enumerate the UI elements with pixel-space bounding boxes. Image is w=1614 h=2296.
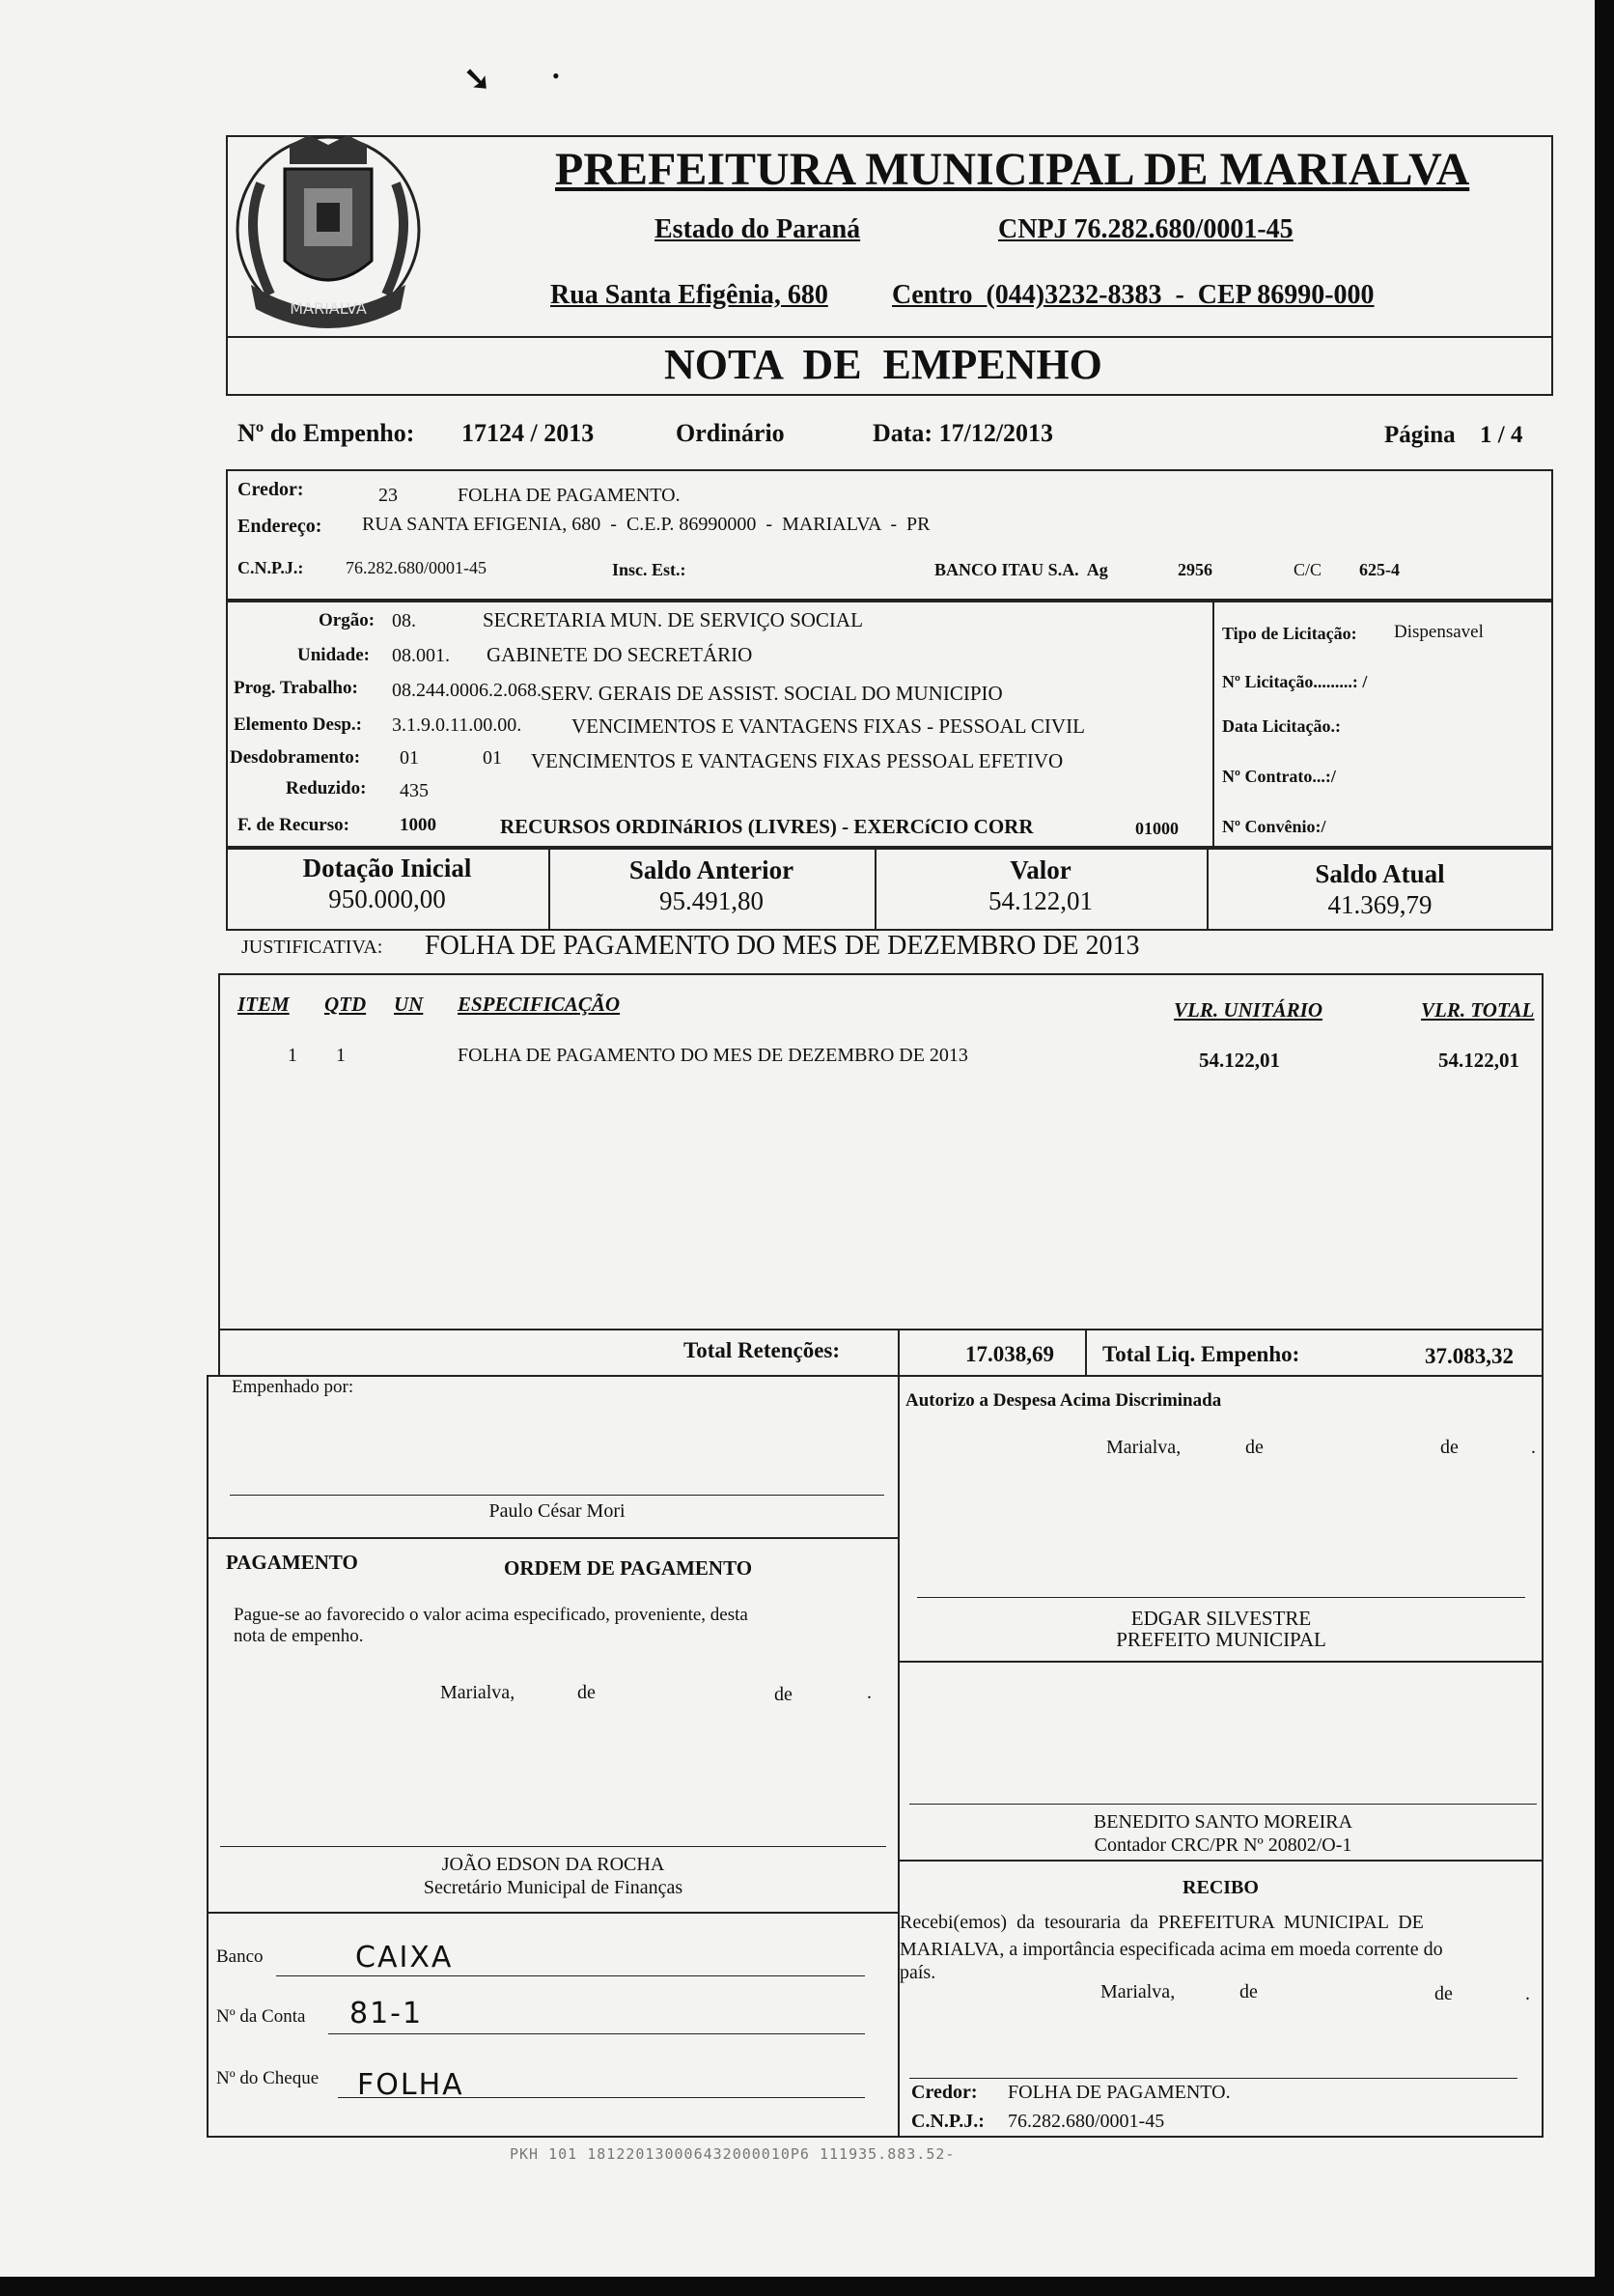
- secretario-name: JOÃO EDSON DA ROCHA: [441, 1854, 665, 1875]
- pague-text-1: Pague-se ao favorecido o valor acima especificado, proveniente, desta: [234, 1605, 748, 1625]
- contador-role: Contador CRC/PR Nº 20802/O-1: [1094, 1834, 1352, 1856]
- justificativa-text: FOLHA DE PAGAMENTO DO MES DE DEZEMBRO DE 2013: [425, 931, 1140, 961]
- recibo-title: RECIBO: [1183, 1877, 1259, 1898]
- recibo-divider: [898, 1860, 1544, 1862]
- saldo-anterior-value: 95.491,80: [659, 886, 764, 915]
- reduzido-label: Reduzido:: [286, 778, 367, 798]
- credor-label: Credor:: [237, 479, 304, 500]
- col-header-un: UN: [394, 993, 424, 1016]
- licitacao-number: Nº Licitação.........: /: [1222, 672, 1368, 691]
- contador-signature-line: [909, 1804, 1537, 1805]
- empenho-date: Data: 17/12/2013: [873, 419, 1054, 447]
- unidade-code: 08.001.: [392, 645, 450, 666]
- prog-label: Prog. Trabalho:: [234, 678, 358, 698]
- recibo-text-2: MARIALVA, a importância especificada acima em moeda corrente do: [900, 1939, 1443, 1960]
- recibo-signature-line: [909, 2078, 1517, 2079]
- empenho-type: Ordinário: [676, 419, 785, 447]
- pagamento-de-1: de: [577, 1682, 596, 1703]
- conta-line: [328, 2033, 865, 2034]
- stray-dot: •: [552, 64, 560, 88]
- convenio-number: Nº Convênio:/: [1222, 817, 1326, 836]
- banco-divider: [207, 1912, 898, 1914]
- row-total-value: 54.122,01: [1438, 1049, 1519, 1072]
- header-divider: [226, 336, 1553, 338]
- items-box: [218, 973, 1544, 1330]
- recibo-place: Marialva,: [1100, 1981, 1176, 2002]
- col-header-qtd: QTD: [324, 993, 367, 1016]
- justificativa-label: JUSTIFICATIVA:: [241, 937, 383, 958]
- retencoes-label: Total Retenções:: [683, 1338, 841, 1362]
- desd-code-1: 01: [400, 747, 419, 769]
- endereco: RUA SANTA EFIGENIA, 680 - C.E.P. 86990000 - MARIALVA - PR: [362, 514, 931, 535]
- cnpj-header: CNPJ 76.282.680/0001-45: [998, 214, 1294, 244]
- unidade-name: GABINETE DO SECRETÁRIO: [487, 643, 753, 666]
- autorizo-de-1: de: [1245, 1437, 1264, 1458]
- prefeito-name: EDGAR SILVESTRE: [1130, 1607, 1312, 1630]
- row-spec: FOLHA DE PAGAMENTO DO MES DE DEZEMBRO DE 2013: [458, 1045, 968, 1066]
- prog-code: 08.244.0006.2.068.: [392, 680, 542, 701]
- scan-edge-bottom: [0, 2277, 1614, 2296]
- conta-label: Nº da Conta: [216, 2006, 306, 2027]
- dotacao-inicial-label: Dotação Inicial: [302, 854, 472, 882]
- recibo-de-1: de: [1239, 1981, 1258, 2002]
- empenho-label: Nº do Empenho:: [237, 419, 415, 447]
- page-number: 1 / 4: [1480, 422, 1523, 448]
- state-label: Estado do Paraná: [654, 214, 861, 244]
- agencia-number: 2956: [1178, 560, 1212, 579]
- pagamento-label: PAGAMENTO: [226, 1551, 358, 1574]
- licitacao-divider: [1212, 599, 1214, 848]
- desd-code-2: 01: [483, 747, 502, 769]
- cc-number: 625-4: [1359, 560, 1400, 579]
- valor-label: Valor: [1010, 855, 1071, 884]
- row-qtd: 1: [336, 1045, 346, 1066]
- coat-of-arms-icon: [232, 126, 425, 338]
- retencoes-value: 17.038,69: [965, 1342, 1054, 1366]
- empenho-number: 17124 / 2013: [461, 419, 595, 447]
- col-header-item: ITEM: [237, 993, 290, 1016]
- address: Rua Santa Efigênia, 680: [550, 280, 828, 310]
- recibo-credor-label: Credor:: [911, 2082, 978, 2103]
- contador-name: BENEDITO SANTO MOREIRA: [1093, 1811, 1353, 1833]
- banco-value: CAIXA: [355, 1941, 454, 1974]
- data-licitacao: Data Licitação.:: [1222, 716, 1341, 736]
- svg-text:MARIALVA: MARIALVA: [290, 299, 367, 318]
- pague-text-2: nota de empenho.: [234, 1626, 364, 1646]
- recurso-code: 1000: [400, 815, 436, 835]
- endereco-label: Endereço:: [237, 516, 322, 537]
- desd-name: VENCIMENTOS E VANTAGENS FIXAS PESSOAL EFETIVO: [531, 749, 1064, 772]
- banco-agencia: BANCO ITAU S.A. Ag: [934, 560, 1108, 579]
- scan-edge-right: [1595, 0, 1614, 2296]
- saldo-atual-value: 41.369,79: [1327, 890, 1433, 919]
- desd-label: Desdobramento:: [230, 747, 361, 768]
- col-header-total-value: VLR. TOTAL: [1421, 998, 1535, 1022]
- elem-name: VENCIMENTOS E VANTAGENS FIXAS - PESSOAL CIVIL: [571, 714, 1085, 738]
- orgao-name: SECRETARIA MUN. DE SERVIÇO SOCIAL: [483, 608, 863, 631]
- phone-cep: Centro (044)3232-8383 - CEP 86990-000: [892, 280, 1375, 310]
- reduzido-value: 435: [400, 780, 429, 801]
- doc-title: NOTA DE EMPENHO: [664, 341, 1102, 388]
- col-header-spec: ESPECIFICAÇÃO: [458, 993, 621, 1016]
- liquido-label: Total Liq. Empenho:: [1102, 1342, 1300, 1366]
- insc-label: Insc. Est.:: [612, 560, 686, 579]
- recibo-cnpj-label: C.N.P.J.:: [911, 2111, 985, 2132]
- empenhado-signature-line: [230, 1495, 884, 1496]
- recibo-credor-value: FOLHA DE PAGAMENTO.: [1008, 2082, 1231, 2103]
- conta-value: 81-1: [349, 1997, 424, 2030]
- pagamento-place: Marialva,: [440, 1682, 515, 1703]
- orgao-label: Orgão:: [319, 610, 376, 630]
- banco-line: [276, 1975, 865, 1976]
- unidade-label: Unidade:: [297, 645, 370, 665]
- credor-box: [226, 469, 1553, 602]
- liquido-value: 37.083,32: [1425, 1344, 1514, 1368]
- cheque-label: Nº do Cheque: [216, 2068, 320, 2088]
- elem-label: Elemento Desp.:: [234, 714, 362, 735]
- prefeito-divider: [898, 1661, 1544, 1663]
- cc-label: C/C: [1294, 560, 1322, 579]
- recibo-cnpj-value: 76.282.680/0001-45: [1008, 2111, 1165, 2132]
- cheque-value: FOLHA: [357, 2068, 464, 2102]
- credor-name: FOLHA DE PAGAMENTO.: [458, 485, 681, 506]
- cnpj-label: C.N.P.J.:: [237, 558, 304, 577]
- orgao-code: 08.: [392, 610, 416, 631]
- autorizo-de-2: de: [1440, 1437, 1459, 1458]
- contrato-number: Nº Contrato...:/: [1222, 767, 1336, 786]
- pagamento-de-2: de: [774, 1684, 793, 1705]
- credor-code: 23: [378, 485, 398, 506]
- empenhado-label: Empenhado por:: [232, 1377, 354, 1397]
- pagamento-dot: .: [867, 1682, 872, 1703]
- header-divider-2: [226, 394, 1553, 396]
- dotacao-inicial-value: 950.000,00: [328, 884, 446, 913]
- row-item: 1: [288, 1045, 297, 1066]
- autorizo-place: Marialva,: [1106, 1437, 1182, 1458]
- empenhado-name: Paulo César Mori: [488, 1500, 626, 1522]
- secretario-signature-line: [220, 1846, 886, 1847]
- recurso-label: F. de Recurso:: [237, 815, 349, 835]
- valor-value: 54.122,01: [988, 886, 1093, 915]
- recurso-name: RECURSOS ORDINáRIOS (LIVRES) - EXERCíCIO CORR: [500, 815, 1034, 838]
- recibo-text-1: Recebi(emos) da tesouraria da PREFEITURA MUNICIPAL DE: [900, 1912, 1424, 1933]
- page-label: Página: [1384, 422, 1456, 448]
- totals-box: [218, 1329, 1544, 1377]
- autorizo-label: Autorizo a Despesa Acima Discriminada: [905, 1390, 1222, 1411]
- recibo-text-3: país.: [900, 1962, 936, 1983]
- tipo-licitacao-label: Tipo de Licitação:: [1222, 624, 1357, 643]
- pagamento-divider: [207, 1537, 898, 1539]
- elem-code: 3.1.9.0.11.00.00.: [392, 714, 522, 736]
- totals-divider-1: [898, 1329, 900, 1377]
- row-unit-value: 54.122,01: [1199, 1049, 1280, 1072]
- saldo-atual-label: Saldo Atual: [1315, 859, 1445, 888]
- prefeito-signature-line: [917, 1597, 1525, 1598]
- prefeito-role: PREFEITO MUNICIPAL: [1116, 1628, 1326, 1651]
- cnpj-value: 76.282.680/0001-45: [346, 558, 487, 577]
- recibo-de-2: de: [1434, 1983, 1453, 2004]
- footer-stamp: PKH 101 181220130006432000010P6 111935.883.52-: [510, 2145, 956, 2163]
- page-title: PREFEITURA MUNICIPAL DE MARIALVA: [555, 144, 1470, 195]
- recurso-code-2: 01000: [1135, 819, 1179, 838]
- recibo-dot: .: [1525, 1983, 1530, 2004]
- bottom-center-divider: [898, 1375, 900, 2138]
- tipo-licitacao-value: Dispensavel: [1394, 622, 1484, 642]
- totals-divider-2: [1085, 1329, 1087, 1377]
- secretario-role: Secretário Municipal de Finanças: [423, 1877, 683, 1898]
- col-header-unit-value: VLR. UNITÁRIO: [1174, 998, 1323, 1022]
- prog-name: SERV. GERAIS DE ASSIST. SOCIAL DO MUNICIPIO: [541, 682, 1003, 705]
- stray-mark: ➘: [463, 62, 491, 98]
- autorizo-dot: .: [1531, 1437, 1536, 1458]
- saldo-anterior-label: Saldo Anterior: [628, 855, 794, 884]
- banco-label: Banco: [216, 1946, 264, 1967]
- ordem-pagamento-label: ORDEM DE PAGAMENTO: [504, 1556, 753, 1580]
